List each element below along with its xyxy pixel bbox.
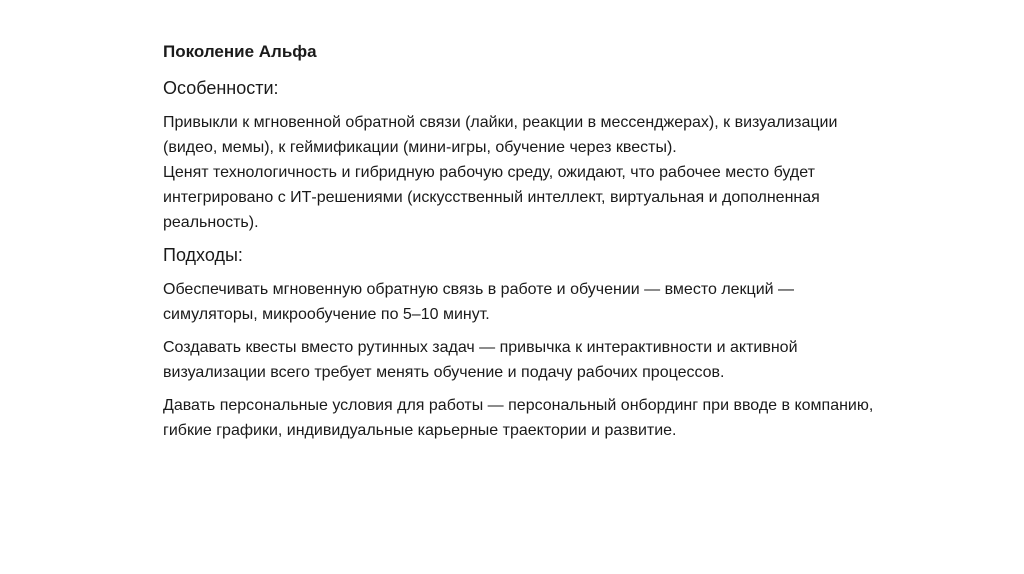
approaches-paragraph-1: Обеспечивать мгновенную обратную связь в работе и обучении — вместо лекций — симуляторы, микрообучение по 5–10 минут.	[163, 281, 795, 323]
slide-content	[163, 40, 883, 451]
slide-title: Поколение Альфа	[163, 42, 317, 61]
features-paragraph-2: Ценят технологичность и гибридную рабочую среду, ожидают, что рабочее место будет интегрировано с ИТ-решениями (искусственный интеллект, виртуальная и дополненная реальность).	[163, 164, 820, 231]
features-paragraph-1: Привыкли к мгновенной обратной связи (лайки, реакции в мессенджерах), к визуализации (видео, мемы), к геймификации (мини-игры, обучение через квесты).	[163, 114, 838, 156]
approaches-heading: Подходы:	[163, 245, 243, 265]
approaches-paragraph-2: Создавать квесты вместо рутинных задач — привычка к интерактивности и активной визуализации всего требует менять обучение и подачу рабочих процессов.	[163, 339, 798, 381]
approaches-paragraph-3: Давать персональные условия для работы — персональный онбординг при вводе в компанию, гибкие графики, индивидуальные карьерные траектории и развитие.	[163, 397, 874, 439]
features-block	[163, 110, 883, 235]
features-heading: Особенности:	[163, 78, 279, 98]
